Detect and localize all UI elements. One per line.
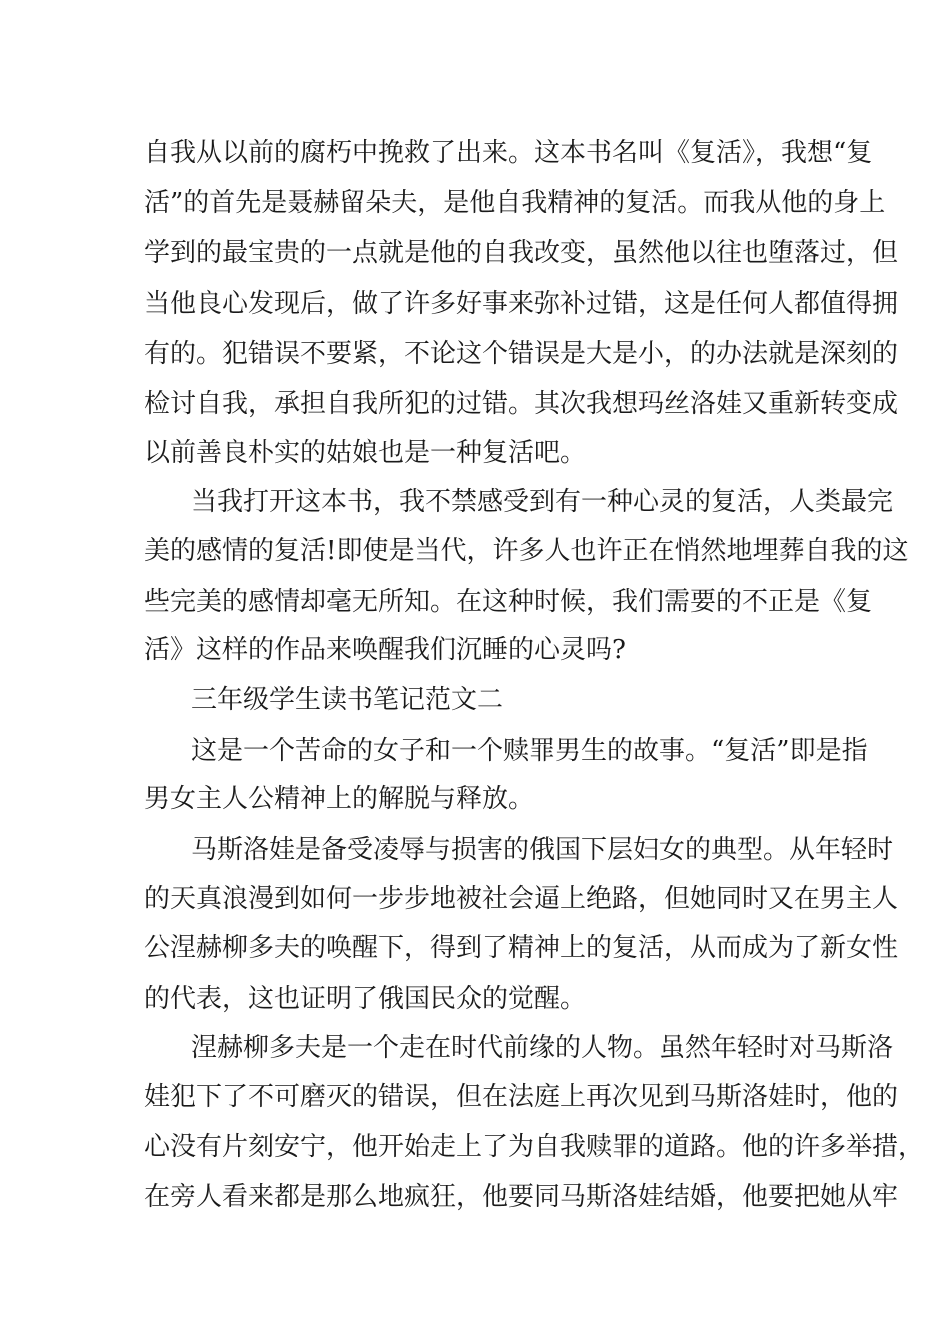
text-line: 这是一个苦命的女子和一个赎罪男生的故事。“复活”即是指 bbox=[191, 736, 868, 766]
text-line: 学到的最宝贵的一点就是他的自我改变，虽然他以往也堕落过，但 bbox=[144, 238, 899, 268]
text-line: 娃犯下了不可磨灭的错误，但在法庭上再次见到马斯洛娃时，他的 bbox=[144, 1082, 899, 1112]
text-line: 有的。犯错误不要紧，不论这个错误是大是小，的办法就是深刻的 bbox=[144, 339, 899, 369]
text-line: 公涅赫柳多夫的唤醒下，得到了精神上的复活，从而成为了新女性 bbox=[144, 933, 899, 963]
text-line: 以前善良朴实的姑娘也是一种复活吧。 bbox=[144, 438, 587, 468]
text-line: 检讨自我，承担自我所犯的过错。其次我想玛丝洛娃又重新转变成 bbox=[144, 389, 899, 419]
text-line: 活”的首先是聂赫留朵夫，是他自我精神的复活。而我从他的身上 bbox=[144, 188, 886, 218]
text-line: 马斯洛娃是备受凌辱与损害的俄国下层妇女的典型。从年轻时 bbox=[191, 835, 894, 865]
section-heading: 三年级学生读书笔记范文二 bbox=[191, 685, 504, 715]
text-line: 心没有片刻安宁，他开始走上了为自我赎罪的道路。他的许多举措， bbox=[144, 1132, 925, 1162]
text-line: 活》这样的作品来唤醒我们沉睡的心灵吗? bbox=[144, 635, 626, 665]
text-line: 的代表，这也证明了俄国民众的觉醒。 bbox=[144, 984, 587, 1014]
text-line: 涅赫柳多夫是一个走在时代前缘的人物。虽然年轻时对马斯洛 bbox=[191, 1033, 894, 1063]
text-line: 男女主人公精神上的解脱与释放。 bbox=[144, 784, 535, 814]
text-line: 美的感情的复活!即使是当代，许多人也许正在悄然地埋葬自我的这 bbox=[144, 536, 909, 566]
text-line: 些完美的感情却毫无所知。在这种时候，我们需要的不正是《复 bbox=[144, 587, 873, 617]
text-line: 当他良心发现后，做了许多好事来弥补过错，这是任何人都值得拥 bbox=[144, 289, 899, 319]
text-line: 自我从以前的腐朽中挽救了出来。这本书名叫《复活》，我想“复 bbox=[144, 138, 873, 168]
text-line: 在旁人看来都是那么地疯狂，他要同马斯洛娃结婚，他要把她从牢 bbox=[144, 1182, 899, 1212]
text-line: 的天真浪漫到如何一步步地被社会逼上绝路，但她同时又在男主人 bbox=[144, 884, 899, 914]
text-line: 当我打开这本书，我不禁感受到有一种心灵的复活，人类最完 bbox=[191, 487, 894, 517]
